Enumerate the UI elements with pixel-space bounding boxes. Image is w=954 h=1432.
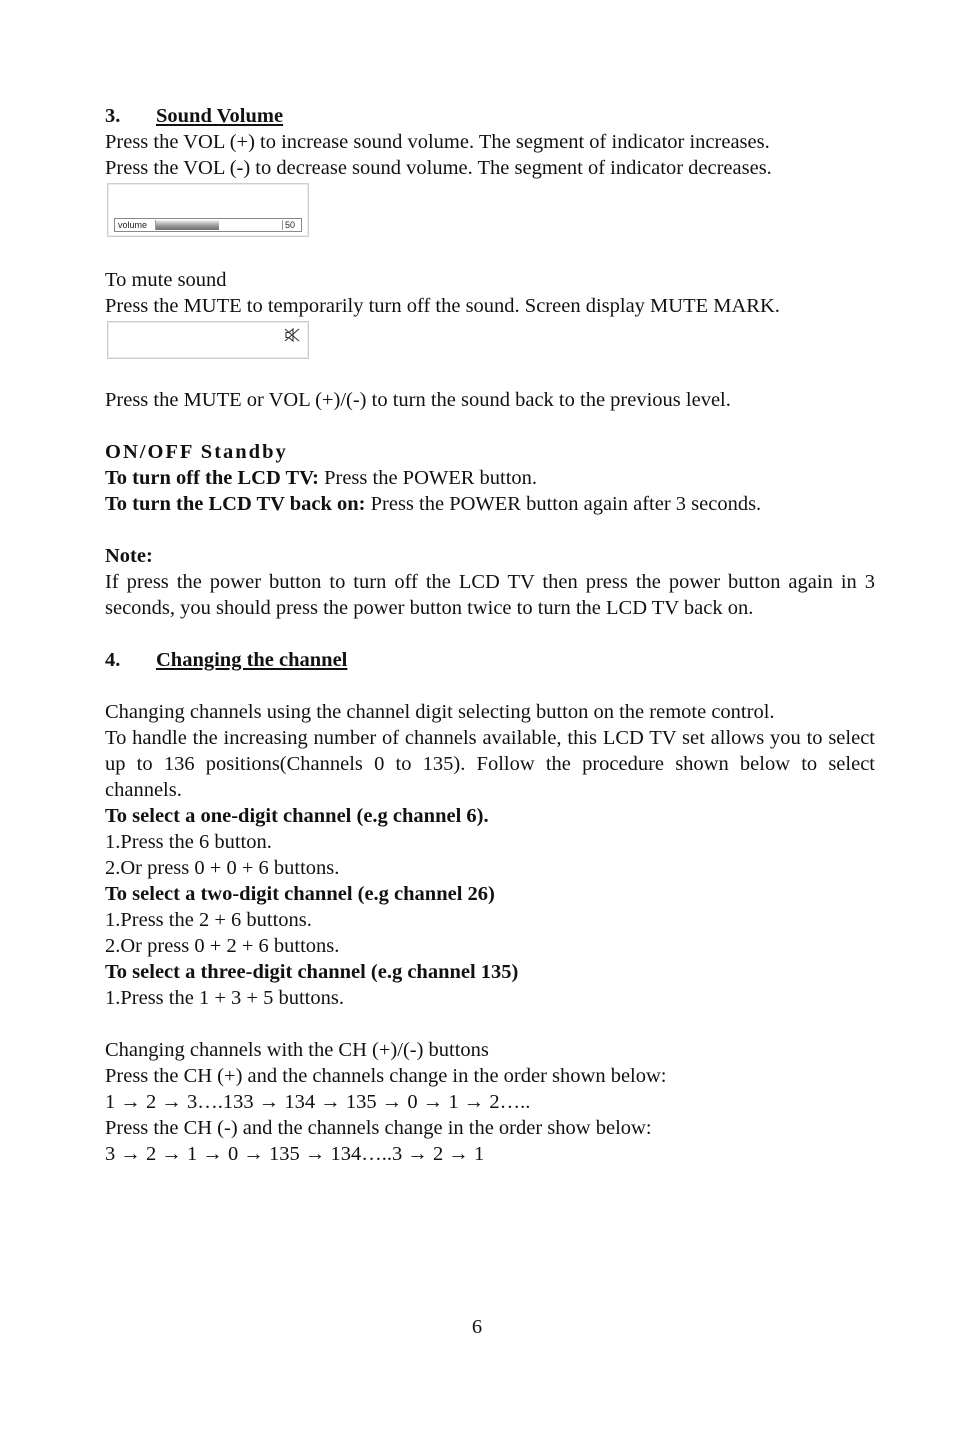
standby-off-text: Press the POWER button. [318,467,538,489]
two-digit-step-2: 2.Or press 0 + 2 + 6 buttons. [105,935,340,957]
page-number: 6 [471,1316,483,1338]
standby-on-text: Press the POWER button again after 3 seconds. [365,493,762,515]
mute-heading: To mute sound [105,269,227,291]
mute-osd-display [107,321,309,359]
volume-level-fill [156,220,219,230]
mute-speaker-icon [284,327,300,343]
standby-on-line [105,491,875,517]
section-title: Changing the channel [156,649,348,671]
section-heading-sound-volume [105,103,875,129]
channel-intro-2: To handle the increasing number of channels available, this LCD TV set allows you to select up to 136 positions(Channels 0 to 135). Follow the procedure shown below to select channels. [105,727,875,801]
section-heading-channel [105,647,875,673]
volume-decrease-text: Press the VOL (-) to decrease sound volume. The segment of indicator decreases. [105,157,772,179]
three-digit-title: To select a three-digit channel (e.g channel 135) [105,961,519,983]
standby-on-label: To turn the LCD TV back on: [105,493,366,515]
mute-description: Press the MUTE to temporarily turn off the sound. Screen display MUTE MARK. [105,295,780,317]
ch-minus-sequence: 3 → 2 → 1 → 0 → 135 → 134…..3 → 2 → 1 [105,1143,485,1165]
section-number: 3. [105,105,121,127]
note-text: If press the power button to turn off the LCD TV then press the power button again in 3 seconds, you should press the power button twice to turn the LCD TV back on. [105,571,875,619]
three-digit-step-1: 1.Press the 1 + 3 + 5 buttons. [105,987,344,1009]
volume-increase-text: Press the VOL (+) to increase sound volume. The segment of indicator increases. [105,131,770,153]
one-digit-step-1: 1.Press the 6 button. [105,831,272,853]
standby-off-label: To turn off the LCD TV: [105,467,319,489]
channel-intro-1: Changing channels using the channel digit selecting button on the remote control. [105,701,775,723]
ch-plus-sequence: 1 → 2 → 3….133 → 134 → 135 → 0 → 1 → 2….. [105,1091,531,1113]
one-digit-title: To select a one-digit channel (e.g channel 6). [105,805,489,827]
section-title: Sound Volume [156,105,284,127]
standby-title: ON/OFF Standby [105,441,288,463]
volume-indicator-bar [114,218,302,232]
section-number: 4. [105,649,121,671]
ch-minus-text: Press the CH (-) and the channels change in the order show below: [105,1117,652,1139]
ch-buttons-title: Changing channels with the CH (+)/(-) buttons [105,1039,489,1061]
volume-value: 50 [284,220,295,230]
volume-track [155,220,283,230]
volume-label: volume [118,220,148,230]
two-digit-title: To select a two-digit channel (e.g channel 26) [105,883,495,905]
two-digit-step-1: 1.Press the 2 + 6 buttons. [105,909,312,931]
one-digit-step-2: 2.Or press 0 + 0 + 6 buttons. [105,857,340,879]
manual-page [105,103,875,1167]
mute-restore-text: Press the MUTE or VOL (+)/(-) to turn the sound back to the previous level. [105,389,731,411]
volume-osd-display [107,183,309,237]
note-title: Note: [105,545,153,567]
standby-off-line [105,465,875,491]
ch-plus-text: Press the CH (+) and the channels change in the order shown below: [105,1065,667,1087]
